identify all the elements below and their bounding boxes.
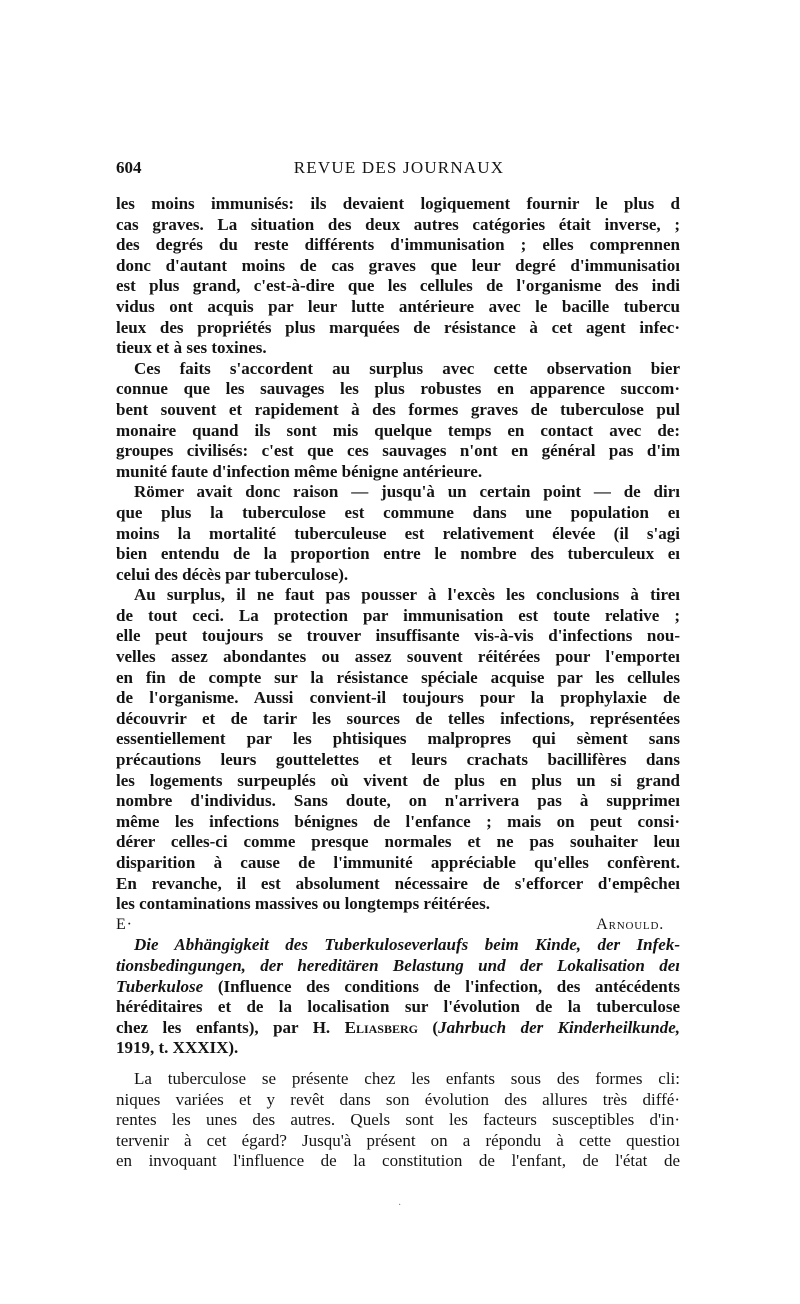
paragraph-sauvages bbox=[116, 359, 680, 483]
text-line: cas graves. La situation des deux autres catégories était inverse, ; bbox=[116, 214, 680, 234]
text-line: bent souvent et rapidement à des formes graves de tuberculose pul bbox=[116, 399, 680, 419]
text-line: En revanche, il est absolument nécessaire de s'efforcer d'empêcheı bbox=[116, 873, 680, 893]
text-line: découvrir et de tarir les sources de telles infections, représentées bbox=[116, 708, 680, 728]
text-line: dérer celles-ci comme presque normales et ne pas souhaiter leuı bbox=[116, 832, 680, 852]
article-citation-line: 1919, t. XXXIX). bbox=[116, 1038, 239, 1058]
text-line: bien entendu de la proportion entre le nombre des tuberculeux eı bbox=[116, 544, 680, 564]
text-line: velles assez abondantes ou assez souvent réitérées pour l'emporteı bbox=[116, 647, 680, 667]
text-line: disparition à cause de l'immunité appréciable qu'elles confèrent. bbox=[116, 853, 680, 872]
text-line: donc d'autant moins de cas graves que leur degré d'immunisatioı bbox=[116, 255, 680, 275]
author-sep: ( bbox=[418, 1017, 439, 1037]
article-title-line bbox=[116, 977, 680, 998]
text-line: les logements surpeuplés où vivent de plus en plus un si grand bbox=[116, 770, 680, 790]
text-line: en fin de compte sur la résistance spéciale acquise par les cellules bbox=[116, 667, 680, 687]
text-line: que plus la tuberculose est commune dans une population eı bbox=[116, 502, 680, 522]
paragraph-gap bbox=[116, 1059, 680, 1069]
page-number: 604 bbox=[116, 158, 142, 177]
text-line: groupes civilisés: c'est que ces sauvages n'ont en général pas d'im bbox=[116, 441, 680, 461]
text-line: munité faute d'infection même bénigne antérieure. bbox=[116, 461, 483, 481]
text-line: vidus ont acquis par leur lutte antérieure avec le bacille tubercu bbox=[116, 296, 680, 316]
text-line: même les infections bénignes de l'enfance ; mais on peut consi· bbox=[116, 811, 680, 831]
text-line: de l'organisme. Aussi convient-il toujours pour la prophylaxie de bbox=[116, 688, 680, 708]
article-subtitle: (Influence des conditions de l'infection, des antécédents bbox=[203, 976, 680, 996]
text-line: Au surplus, il ne faut pas pousser à l'excès les conclusions à tireı bbox=[134, 585, 680, 605]
text-line: est plus grand, c'est-à-dire que les cellules de l'organisme des indi bbox=[116, 276, 680, 296]
text-line: en invoquant l'influence de la constitution de l'enfant, de l'état de bbox=[116, 1151, 680, 1171]
paragraph-immunisation bbox=[116, 194, 680, 359]
article-title-line: tionsbedingungen, der hereditären Belastung und der Lokalisation deı bbox=[116, 955, 680, 975]
text-line: de tout ceci. La protection par immunisation est toute relative ; bbox=[116, 605, 680, 625]
paragraph-au-surplus bbox=[116, 585, 680, 915]
text-line: leux des propriétés plus marquées de résistance à cet agent infec· bbox=[116, 317, 680, 337]
text-line: moins la mortalité tuberculeuse est relativement élevée (il s'agi bbox=[116, 523, 680, 543]
article-reference bbox=[116, 935, 680, 1059]
article-title-line: Die Abhängigkeit des Tuberkuloseverlaufs beim Kinde, der Infek- bbox=[134, 935, 680, 955]
article-body bbox=[116, 194, 680, 1172]
paragraph-romer bbox=[116, 482, 680, 585]
article-title-end: Tuberkulose bbox=[116, 976, 204, 996]
text-line: les moins immunisés: ils devaient logiquement fournir le plus d bbox=[116, 194, 680, 213]
text-line: essentiellement par les phtisiques malpropres qui sèment sans bbox=[116, 729, 680, 749]
text-line: monaire quand ils sont mis quelque temps en contact avec de: bbox=[116, 420, 680, 440]
signature bbox=[116, 915, 680, 936]
text-line: nombre d'individus. Sans doute, on n'arrivera pas à supprimeı bbox=[116, 791, 680, 811]
author-prefix: chez les enfants), par H. bbox=[116, 1017, 345, 1037]
text-line: celui des décès par tuberculose). bbox=[116, 564, 349, 584]
text-line: des degrés du reste différents d'immunisation ; elles comprennen bbox=[116, 235, 680, 255]
author-name: Eliasberg bbox=[344, 1017, 418, 1037]
article-author-line bbox=[116, 1018, 680, 1039]
text-line: La tuberculose se présente chez les enfants sous des formes cli: bbox=[134, 1068, 680, 1088]
article-subtitle-line: héréditaires et de la localisation sur l'évolution de la tuberculose bbox=[116, 997, 680, 1017]
print-speck: · bbox=[398, 1200, 402, 1211]
text-line: précautions leurs gouttelettes et leurs crachats bacillifères dans bbox=[116, 750, 680, 770]
paragraph-final bbox=[116, 1069, 680, 1172]
text-line: Römer avait donc raison — jusqu'à un certain point — de dirı bbox=[134, 482, 680, 502]
page-header bbox=[116, 158, 682, 182]
running-title: REVUE DES JOURNAUX bbox=[293, 158, 505, 177]
journal-name: Jahrbuch der Kinderheilkunde, bbox=[438, 1017, 680, 1037]
text-line: tervenir à cet égard? Jusqu'à présent on a répondu à cette questioı bbox=[116, 1130, 680, 1150]
signature-text: E· Arnould. bbox=[116, 915, 664, 933]
text-line: tieux et à ses toxines. bbox=[116, 338, 267, 358]
text-line: rentes les unes des autres. Quels sont les facteurs susceptibles d'in· bbox=[116, 1110, 680, 1130]
text-line: elle peut toujours se trouver insuffisante vis-à-vis d'infections nou- bbox=[116, 626, 680, 646]
text-line: niques variées et y revêt dans son évolution des allures très diffé· bbox=[116, 1089, 680, 1109]
text-line: les contaminations massives ou longtemps réitérées. bbox=[116, 894, 490, 914]
text-line: Ces faits s'accordent au surplus avec cette observation bier bbox=[134, 358, 680, 378]
text-line: connue que les sauvages les plus robustes en apparence succom· bbox=[116, 379, 680, 399]
